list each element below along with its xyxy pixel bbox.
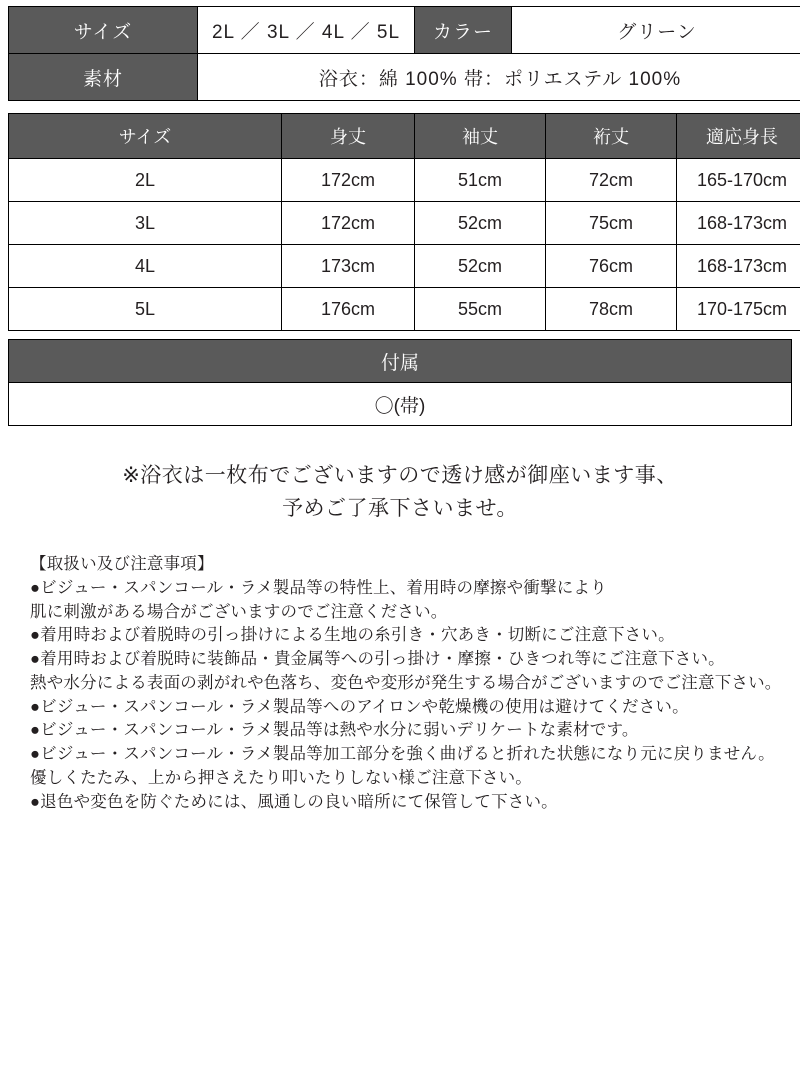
care-line: ●ビジュー・スパンコール・ラメ製品等加工部分を強く曲げると折れた状態になり元に戻りません。 — [30, 745, 775, 764]
attachment-table — [8, 339, 792, 426]
size-cell: 172cm — [282, 159, 415, 202]
size-col-header-sleeve: 袖丈 — [415, 114, 546, 159]
size-cell: 2L — [9, 159, 282, 202]
table-row — [9, 54, 800, 101]
size-cell: 168-173cm — [677, 245, 800, 288]
size-cell: 72cm — [546, 159, 677, 202]
size-cell: 176cm — [282, 288, 415, 331]
size-cell: 51cm — [415, 159, 546, 202]
table-row — [9, 159, 800, 202]
size-cell: 55cm — [415, 288, 546, 331]
spec-color-label: カラー — [415, 7, 512, 54]
care-line: 優しくたたみ、上から押さえたり叩いたりしない様ご注意下さい。 — [30, 768, 532, 787]
care-title: 【取扱い及び注意事項】 — [30, 555, 214, 574]
size-cell: 168-173cm — [677, 202, 800, 245]
care-line: ●ビジュー・スパンコール・ラメ製品等は熱や水分に弱いデリケートな素材です。 — [30, 721, 639, 740]
table-row — [9, 383, 792, 426]
table-row — [9, 7, 800, 54]
size-cell: 5L — [9, 288, 282, 331]
spacer — [8, 331, 792, 339]
size-col-header-height: 適応身長 — [677, 114, 800, 159]
size-cell: 172cm — [282, 202, 415, 245]
care-line: ●ビジュー・スパンコール・ラメ製品等の特性上、着用時の摩擦や衝撃により — [30, 578, 607, 597]
size-cell: 76cm — [546, 245, 677, 288]
spec-size-label: サイズ — [9, 7, 198, 54]
table-header-row — [9, 114, 800, 159]
size-cell: 165-170cm — [677, 159, 800, 202]
table-row — [9, 288, 800, 331]
spec-color-value: グリーン — [512, 7, 800, 54]
spec-table — [8, 6, 800, 101]
care-instructions — [8, 553, 792, 814]
spacer — [8, 101, 792, 113]
size-col-header-length: 身丈 — [282, 114, 415, 159]
size-cell: 170-175cm — [677, 288, 800, 331]
spec-size-value: 2L ／ 3L ／ 4L ／ 5L — [198, 7, 415, 54]
size-cell: 4L — [9, 245, 282, 288]
sheer-notice-line-2: 予めご了承下さいませ。 — [282, 496, 518, 520]
size-col-header-yuki: 裄丈 — [546, 114, 677, 159]
table-row — [9, 245, 800, 288]
size-cell: 3L — [9, 202, 282, 245]
table-header-row — [9, 340, 792, 383]
care-line: 肌に刺激がある場合がございますのでご注意ください。 — [30, 602, 448, 621]
table-row — [9, 202, 800, 245]
size-col-header-size: サイズ — [9, 114, 282, 159]
care-line: ●着用時および着脱時に装飾品・貴金属等への引っ掛け・摩擦・ひきつれ等にご注意下さい。 — [30, 650, 725, 669]
size-cell: 52cm — [415, 245, 546, 288]
spec-material-value: 浴衣：綿 100% 帯：ポリエステル 100% — [198, 54, 800, 101]
attachment-value: 〇(帯) — [9, 383, 792, 426]
spec-material-label: 素材 — [9, 54, 198, 101]
care-line: ●着用時および着脱時の引っ掛けによる生地の糸引き・穴あき・切断にご注意下さい。 — [30, 626, 675, 645]
size-table — [8, 113, 800, 331]
care-line: ●ビジュー・スパンコール・ラメ製品等へのアイロンや乾燥機の使用は避けてください。 — [30, 697, 689, 716]
sheer-notice — [8, 460, 792, 525]
care-line: 熱や水分による表面の剥がれや色落ち、変色や変形が発生する場合がございますのでご注意下さい。 — [30, 673, 782, 692]
size-cell: 52cm — [415, 202, 546, 245]
attachment-header: 付属 — [9, 340, 792, 383]
size-cell: 75cm — [546, 202, 677, 245]
sheer-notice-line-1: ※浴衣は一枚布でございますので透け感が御座います事、 — [122, 464, 678, 487]
care-line: ●退色や変色を防ぐためには、風通しの良い暗所にて保管して下さい。 — [30, 792, 558, 811]
size-cell: 173cm — [282, 245, 415, 288]
size-cell: 78cm — [546, 288, 677, 331]
